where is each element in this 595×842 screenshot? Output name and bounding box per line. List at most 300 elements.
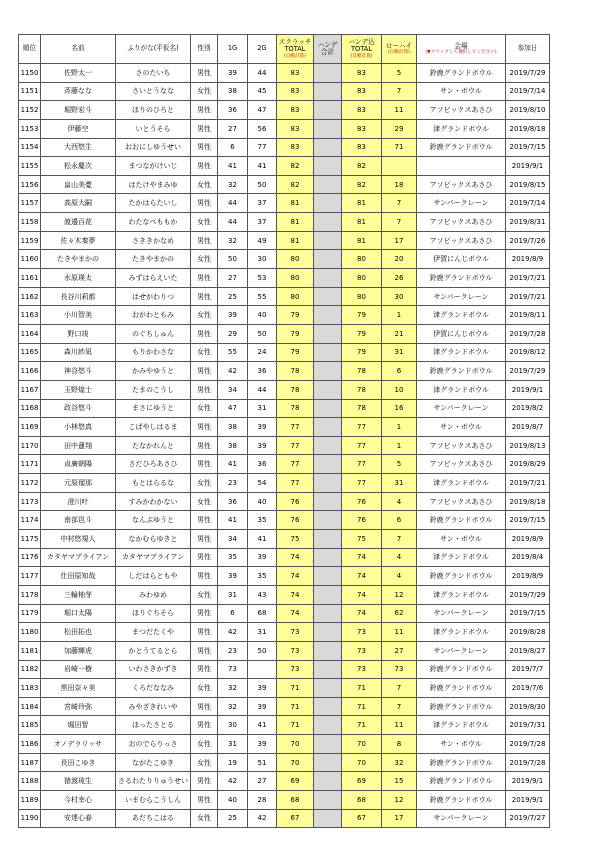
gender-cell[interactable]: 女性: [191, 213, 218, 232]
name-cell[interactable]: 堀口太陽: [41, 604, 116, 623]
handicap-cell[interactable]: [314, 213, 342, 232]
gender-cell[interactable]: 男性: [191, 138, 218, 157]
game1-score-cell[interactable]: 50: [218, 250, 248, 269]
game1-score-cell[interactable]: 6: [218, 138, 248, 157]
gender-cell[interactable]: 男性: [191, 418, 218, 437]
game1-score-cell[interactable]: 38: [218, 418, 248, 437]
gender-cell[interactable]: 男性: [191, 697, 218, 716]
gender-cell[interactable]: 男性: [191, 660, 218, 679]
kana-cell[interactable]: もりかわさな: [116, 343, 191, 362]
game1-score-cell[interactable]: 36: [218, 492, 248, 511]
game2-score-cell[interactable]: 39: [248, 679, 277, 698]
gender-cell[interactable]: 男性: [191, 194, 218, 213]
name-cell[interactable]: 安達心春: [41, 809, 116, 828]
game1-score-cell[interactable]: 34: [218, 530, 248, 549]
handicap-cell[interactable]: [314, 511, 342, 530]
game1-score-cell[interactable]: 40: [218, 790, 248, 809]
date-cell[interactable]: 2019/7/29: [506, 64, 550, 83]
game2-score-cell[interactable]: 56: [248, 119, 277, 138]
venue-select-cell[interactable]: サンパークレーン: [417, 399, 506, 418]
game1-score-cell[interactable]: 34: [218, 380, 248, 399]
handicap-cell[interactable]: [314, 790, 342, 809]
date-cell[interactable]: 2019/7/21: [506, 474, 550, 493]
kana-cell[interactable]: カタヤマブライアン: [116, 548, 191, 567]
kana-cell[interactable]: なんぶゆうと: [116, 511, 191, 530]
kana-cell[interactable]: さだひろあさひ: [116, 455, 191, 474]
date-cell[interactable]: 2019/7/28: [506, 753, 550, 772]
gender-cell[interactable]: 男性: [191, 269, 218, 288]
venue-select-cell[interactable]: サンパークレーン: [417, 809, 506, 828]
handicap-cell[interactable]: [314, 660, 342, 679]
handicap-cell[interactable]: [314, 455, 342, 474]
date-cell[interactable]: 2019/7/29: [506, 362, 550, 381]
date-cell[interactable]: 2019/9/1: [506, 772, 550, 791]
game1-score-cell[interactable]: 27: [218, 269, 248, 288]
game2-score-cell[interactable]: 39: [248, 697, 277, 716]
game1-score-cell[interactable]: 32: [218, 697, 248, 716]
date-cell[interactable]: 2019/8/2: [506, 399, 550, 418]
date-cell[interactable]: 2019/9/1: [506, 380, 550, 399]
game2-score-cell[interactable]: 44: [248, 380, 277, 399]
gender-cell[interactable]: 女性: [191, 735, 218, 754]
date-cell[interactable]: 2019/8/27: [506, 641, 550, 660]
handicap-cell[interactable]: [314, 772, 342, 791]
venue-select-cell[interactable]: 鈴鹿グランドボウル: [417, 64, 506, 83]
date-cell[interactable]: 2019/7/31: [506, 716, 550, 735]
game1-score-cell[interactable]: 41: [218, 455, 248, 474]
game2-score-cell[interactable]: 35: [248, 511, 277, 530]
handicap-cell[interactable]: [314, 753, 342, 772]
name-cell[interactable]: 仕田原知哉: [41, 567, 116, 586]
date-cell[interactable]: 2019/7/15: [506, 511, 550, 530]
handicap-cell[interactable]: [314, 623, 342, 642]
venue-select-cell[interactable]: 鈴鹿グランドボウル: [417, 679, 506, 698]
handicap-cell[interactable]: [314, 101, 342, 120]
game1-score-cell[interactable]: 6: [218, 604, 248, 623]
game1-score-cell[interactable]: 39: [218, 64, 248, 83]
venue-select-cell[interactable]: 津グランドボウル: [417, 716, 506, 735]
game2-score-cell[interactable]: 41: [248, 157, 277, 176]
handicap-cell[interactable]: [314, 362, 342, 381]
gender-cell[interactable]: 女性: [191, 809, 218, 828]
game2-score-cell[interactable]: 45: [248, 82, 277, 101]
handicap-cell[interactable]: [314, 679, 342, 698]
handicap-cell[interactable]: [314, 343, 342, 362]
venue-select-cell[interactable]: 津グランドボウル: [417, 623, 506, 642]
handicap-cell[interactable]: [314, 809, 342, 828]
gender-cell[interactable]: 男性: [191, 567, 218, 586]
game2-score-cell[interactable]: 31: [248, 399, 277, 418]
game1-score-cell[interactable]: 42: [218, 362, 248, 381]
game1-score-cell[interactable]: 31: [218, 735, 248, 754]
game2-score-cell[interactable]: 24: [248, 343, 277, 362]
gender-cell[interactable]: 男性: [191, 101, 218, 120]
game1-score-cell[interactable]: 39: [218, 306, 248, 325]
kana-cell[interactable]: はせがわりつ: [116, 287, 191, 306]
venue-select-cell[interactable]: 津グランドボウル: [417, 343, 506, 362]
handicap-cell[interactable]: [314, 138, 342, 157]
gender-cell[interactable]: 男性: [191, 324, 218, 343]
venue-select-cell[interactable]: サンパークレーン: [417, 287, 506, 306]
name-cell[interactable]: 中村悠規人: [41, 530, 116, 549]
gender-cell[interactable]: 男性: [191, 119, 218, 138]
name-cell[interactable]: 渡邉百花: [41, 213, 116, 232]
kana-cell[interactable]: みやざきれいや: [116, 697, 191, 716]
gender-cell[interactable]: 女性: [191, 585, 218, 604]
venue-select-cell[interactable]: アソビックスあさひ: [417, 455, 506, 474]
name-cell[interactable]: 南部邑斗: [41, 511, 116, 530]
game2-score-cell[interactable]: 36: [248, 455, 277, 474]
game1-score-cell[interactable]: 41: [218, 511, 248, 530]
game1-score-cell[interactable]: 27: [218, 119, 248, 138]
game1-score-cell[interactable]: 73: [218, 660, 248, 679]
venue-select-cell[interactable]: 鈴鹿グランドボウル: [417, 269, 506, 288]
name-cell[interactable]: 松田拓也: [41, 623, 116, 642]
kana-cell[interactable]: わたなべももか: [116, 213, 191, 232]
date-cell[interactable]: 2019/7/26: [506, 231, 550, 250]
handicap-cell[interactable]: [314, 641, 342, 660]
game1-score-cell[interactable]: 35: [218, 548, 248, 567]
venue-select-cell[interactable]: サン・ボウル: [417, 530, 506, 549]
game1-score-cell[interactable]: 19: [218, 753, 248, 772]
game1-score-cell[interactable]: 55: [218, 343, 248, 362]
venue-select-cell[interactable]: アソビックスあさひ: [417, 492, 506, 511]
name-cell[interactable]: 澄川叶: [41, 492, 116, 511]
name-cell[interactable]: 堀野宏斗: [41, 101, 116, 120]
name-cell[interactable]: 野口竣: [41, 324, 116, 343]
kana-cell[interactable]: いとうそら: [116, 119, 191, 138]
date-cell[interactable]: 2019/8/10: [506, 101, 550, 120]
name-cell[interactable]: 高原大嗣: [41, 194, 116, 213]
game2-score-cell[interactable]: 50: [248, 324, 277, 343]
name-cell[interactable]: カタヤマブライアン: [41, 548, 116, 567]
venue-select-cell[interactable]: 鈴鹿グランドボウル: [417, 660, 506, 679]
gender-cell[interactable]: 男性: [191, 287, 218, 306]
kana-cell[interactable]: かとうてるとら: [116, 641, 191, 660]
game1-score-cell[interactable]: 44: [218, 213, 248, 232]
game1-score-cell[interactable]: 41: [218, 157, 248, 176]
kana-cell[interactable]: あだちこはる: [116, 809, 191, 828]
date-cell[interactable]: 2019/8/12: [506, 343, 550, 362]
name-cell[interactable]: 今村幸心: [41, 790, 116, 809]
venue-select-cell[interactable]: 鈴鹿グランドボウル: [417, 567, 506, 586]
game1-score-cell[interactable]: 29: [218, 324, 248, 343]
date-cell[interactable]: 2019/8/9: [506, 567, 550, 586]
kana-cell[interactable]: いまむらこうしん: [116, 790, 191, 809]
handicap-cell[interactable]: [314, 474, 342, 493]
kana-cell[interactable]: たきやまかの: [116, 250, 191, 269]
game2-score-cell[interactable]: 77: [248, 138, 277, 157]
venue-select-cell[interactable]: 鈴鹿グランドボウル: [417, 790, 506, 809]
name-cell[interactable]: 政谷悠斗: [41, 399, 116, 418]
game2-score-cell[interactable]: 42: [248, 809, 277, 828]
game1-score-cell[interactable]: 38: [218, 436, 248, 455]
date-cell[interactable]: 2019/8/31: [506, 213, 550, 232]
kana-cell[interactable]: さのたいち: [116, 64, 191, 83]
gender-cell[interactable]: 男性: [191, 362, 218, 381]
gender-cell[interactable]: 女性: [191, 343, 218, 362]
gender-cell[interactable]: 男性: [191, 231, 218, 250]
kana-cell[interactable]: すみかわかない: [116, 492, 191, 511]
name-cell[interactable]: 貞廣朝陽: [41, 455, 116, 474]
date-cell[interactable]: 2019/8/7: [506, 418, 550, 437]
gender-cell[interactable]: 女性: [191, 492, 218, 511]
gender-cell[interactable]: 女性: [191, 82, 218, 101]
venue-select-cell[interactable]: 鈴鹿グランドボウル: [417, 138, 506, 157]
game1-score-cell[interactable]: 23: [218, 474, 248, 493]
date-cell[interactable]: 2019/9/1: [506, 790, 550, 809]
game2-score-cell[interactable]: 40: [248, 306, 277, 325]
name-cell[interactable]: 田中蓮翔: [41, 436, 116, 455]
kana-cell[interactable]: いわさきかずき: [116, 660, 191, 679]
date-cell[interactable]: 2019/7/27: [506, 809, 550, 828]
date-cell[interactable]: 2019/8/9: [506, 250, 550, 269]
handicap-cell[interactable]: [314, 64, 342, 83]
venue-select-cell[interactable]: [417, 157, 506, 176]
name-cell[interactable]: 加藤輝虎: [41, 641, 116, 660]
date-cell[interactable]: 2019/7/15: [506, 604, 550, 623]
kana-cell[interactable]: たまのこうし: [116, 380, 191, 399]
venue-select-cell[interactable]: 津グランドボウル: [417, 306, 506, 325]
game1-score-cell[interactable]: 44: [218, 194, 248, 213]
game2-score-cell[interactable]: 49: [248, 231, 277, 250]
game2-score-cell[interactable]: 28: [248, 790, 277, 809]
kana-cell[interactable]: はたけやまみゆ: [116, 175, 191, 194]
handicap-cell[interactable]: [314, 324, 342, 343]
game2-score-cell[interactable]: 55: [248, 287, 277, 306]
venue-select-cell[interactable]: アソビックスあさひ: [417, 213, 506, 232]
game2-score-cell[interactable]: 68: [248, 604, 277, 623]
name-cell[interactable]: 宮崎玲弥: [41, 697, 116, 716]
date-cell[interactable]: 2019/7/15: [506, 138, 550, 157]
name-cell[interactable]: 小川智美: [41, 306, 116, 325]
kana-cell[interactable]: くろだななみ: [116, 679, 191, 698]
kana-cell[interactable]: ほったさとる: [116, 716, 191, 735]
handicap-cell[interactable]: [314, 567, 342, 586]
venue-select-cell[interactable]: サンパークレーン: [417, 641, 506, 660]
handicap-cell[interactable]: [314, 287, 342, 306]
kana-cell[interactable]: さいとうなな: [116, 82, 191, 101]
game2-score-cell[interactable]: 35: [248, 567, 277, 586]
handicap-cell[interactable]: [314, 530, 342, 549]
game2-score-cell[interactable]: 47: [248, 101, 277, 120]
game1-score-cell[interactable]: 42: [218, 772, 248, 791]
kana-cell[interactable]: もとはらるな: [116, 474, 191, 493]
date-cell[interactable]: 2019/8/28: [506, 623, 550, 642]
gender-cell[interactable]: 男性: [191, 604, 218, 623]
game2-score-cell[interactable]: 40: [248, 492, 277, 511]
gender-cell[interactable]: 男性: [191, 530, 218, 549]
handicap-cell[interactable]: [314, 250, 342, 269]
date-cell[interactable]: 2019/8/18: [506, 492, 550, 511]
name-cell[interactable]: 黒田奈々美: [41, 679, 116, 698]
name-cell[interactable]: 元原瑠那: [41, 474, 116, 493]
kana-cell[interactable]: おのでらりっさ: [116, 735, 191, 754]
kana-cell[interactable]: こばやしはるま: [116, 418, 191, 437]
date-cell[interactable]: 2019/8/4: [506, 548, 550, 567]
handicap-cell[interactable]: [314, 585, 342, 604]
handicap-cell[interactable]: [314, 735, 342, 754]
game1-score-cell[interactable]: 23: [218, 641, 248, 660]
gender-cell[interactable]: 女性: [191, 753, 218, 772]
venue-select-cell[interactable]: 伊賀にんじボウル: [417, 250, 506, 269]
game1-score-cell[interactable]: 32: [218, 231, 248, 250]
gender-cell[interactable]: 女性: [191, 399, 218, 418]
name-cell[interactable]: 斉藤なな: [41, 82, 116, 101]
handicap-cell[interactable]: [314, 436, 342, 455]
gender-cell[interactable]: 男性: [191, 772, 218, 791]
name-cell[interactable]: 佐々木秦夢: [41, 231, 116, 250]
game2-score-cell[interactable]: 51: [248, 753, 277, 772]
name-cell[interactable]: 三輪柚芽: [41, 585, 116, 604]
gender-cell[interactable]: 男性: [191, 716, 218, 735]
venue-select-cell[interactable]: 津グランドボウル: [417, 380, 506, 399]
kana-cell[interactable]: まつだたくや: [116, 623, 191, 642]
game2-score-cell[interactable]: 37: [248, 213, 277, 232]
name-cell[interactable]: たきやまかの: [41, 250, 116, 269]
venue-select-cell[interactable]: 鈴鹿グランドボウル: [417, 362, 506, 381]
name-cell[interactable]: 水原瑛太: [41, 269, 116, 288]
game1-score-cell[interactable]: 31: [218, 585, 248, 604]
handicap-cell[interactable]: [314, 119, 342, 138]
kana-cell[interactable]: みわゆめ: [116, 585, 191, 604]
handicap-cell[interactable]: [314, 231, 342, 250]
game2-score-cell[interactable]: 30: [248, 250, 277, 269]
date-cell[interactable]: 2019/8/30: [506, 697, 550, 716]
gender-cell[interactable]: 男性: [191, 455, 218, 474]
handicap-cell[interactable]: [314, 306, 342, 325]
game2-score-cell[interactable]: 44: [248, 64, 277, 83]
gender-cell[interactable]: 男性: [191, 380, 218, 399]
handicap-cell[interactable]: [314, 380, 342, 399]
venue-select-cell[interactable]: 津グランドボウル: [417, 585, 506, 604]
kana-cell[interactable]: おがわともみ: [116, 306, 191, 325]
venue-select-cell[interactable]: アソビックスあさひ: [417, 175, 506, 194]
date-cell[interactable]: 2019/7/29: [506, 585, 550, 604]
venue-select-cell[interactable]: アソビックスあさひ: [417, 231, 506, 250]
venue-select-cell[interactable]: アソビックスあさひ: [417, 101, 506, 120]
game2-score-cell[interactable]: 41: [248, 530, 277, 549]
name-cell[interactable]: 大西悠生: [41, 138, 116, 157]
game2-score-cell[interactable]: 39: [248, 735, 277, 754]
gender-cell[interactable]: 男性: [191, 64, 218, 83]
kana-cell[interactable]: みずはらえいた: [116, 269, 191, 288]
kana-cell[interactable]: ほりのひろと: [116, 101, 191, 120]
gender-cell[interactable]: 男性: [191, 548, 218, 567]
handicap-cell[interactable]: [314, 548, 342, 567]
kana-cell[interactable]: かみやゆうと: [116, 362, 191, 381]
date-cell[interactable]: 2019/7/21: [506, 287, 550, 306]
game2-score-cell[interactable]: 50: [248, 641, 277, 660]
kana-cell[interactable]: たかはらたいし: [116, 194, 191, 213]
game2-score-cell[interactable]: 39: [248, 418, 277, 437]
name-cell[interactable]: オノデラリッサ: [41, 735, 116, 754]
gender-cell[interactable]: 男性: [191, 511, 218, 530]
game2-score-cell[interactable]: 41: [248, 716, 277, 735]
handicap-cell[interactable]: [314, 604, 342, 623]
kana-cell[interactable]: まさにゆうと: [116, 399, 191, 418]
venue-select-cell[interactable]: 伊賀にんじボウル: [417, 324, 506, 343]
gender-cell[interactable]: 女性: [191, 474, 218, 493]
name-cell[interactable]: 神谷悠斗: [41, 362, 116, 381]
date-cell[interactable]: 2019/7/21: [506, 269, 550, 288]
name-cell[interactable]: 岩崎一樹: [41, 660, 116, 679]
game1-score-cell[interactable]: 25: [218, 809, 248, 828]
date-cell[interactable]: 2019/8/13: [506, 436, 550, 455]
handicap-cell[interactable]: [314, 716, 342, 735]
name-cell[interactable]: 伊藤空: [41, 119, 116, 138]
venue-select-cell[interactable]: 津グランドボウル: [417, 474, 506, 493]
kana-cell[interactable]: ながたこゆき: [116, 753, 191, 772]
name-cell[interactable]: 松永慶次: [41, 157, 116, 176]
game1-score-cell[interactable]: 47: [218, 399, 248, 418]
kana-cell[interactable]: おおにしゆうせい: [116, 138, 191, 157]
date-cell[interactable]: 2019/7/14: [506, 194, 550, 213]
date-cell[interactable]: 2019/7/14: [506, 82, 550, 101]
game2-score-cell[interactable]: 27: [248, 772, 277, 791]
game1-score-cell[interactable]: 32: [218, 679, 248, 698]
kana-cell[interactable]: のぐちしゅん: [116, 324, 191, 343]
game1-score-cell[interactable]: 36: [218, 101, 248, 120]
kana-cell[interactable]: さるわたりりゅうせい: [116, 772, 191, 791]
date-cell[interactable]: 2019/9/1: [506, 157, 550, 176]
name-cell[interactable]: 長田こゆき: [41, 753, 116, 772]
date-cell[interactable]: 2019/8/18: [506, 119, 550, 138]
handicap-cell[interactable]: [314, 399, 342, 418]
game2-score-cell[interactable]: 39: [248, 436, 277, 455]
game2-score-cell[interactable]: 36: [248, 362, 277, 381]
gender-cell[interactable]: 男性: [191, 436, 218, 455]
name-cell[interactable]: 畠山美憂: [41, 175, 116, 194]
game2-score-cell[interactable]: 39: [248, 548, 277, 567]
handicap-cell[interactable]: [314, 418, 342, 437]
gender-cell[interactable]: 女性: [191, 679, 218, 698]
name-cell[interactable]: 玉野煌士: [41, 380, 116, 399]
game1-score-cell[interactable]: 30: [218, 716, 248, 735]
gender-cell[interactable]: 女性: [191, 306, 218, 325]
gender-cell[interactable]: 女性: [191, 175, 218, 194]
game1-score-cell[interactable]: 25: [218, 287, 248, 306]
name-cell[interactable]: 長谷川莉都: [41, 287, 116, 306]
date-cell[interactable]: 2019/8/9: [506, 530, 550, 549]
venue-select-cell[interactable]: 鈴鹿グランドボウル: [417, 772, 506, 791]
game2-score-cell[interactable]: 54: [248, 474, 277, 493]
date-cell[interactable]: 2019/7/7: [506, 660, 550, 679]
venue-select-cell[interactable]: サン・ボウル: [417, 418, 506, 437]
date-cell[interactable]: 2019/8/15: [506, 175, 550, 194]
handicap-cell[interactable]: [314, 269, 342, 288]
kana-cell[interactable]: しだはらともや: [116, 567, 191, 586]
handicap-cell[interactable]: [314, 82, 342, 101]
venue-select-cell[interactable]: サン・ボウル: [417, 735, 506, 754]
venue-select-cell[interactable]: 鈴鹿グランドボウル: [417, 753, 506, 772]
date-cell[interactable]: 2019/7/6: [506, 679, 550, 698]
name-cell[interactable]: 猿渡琉生: [41, 772, 116, 791]
kana-cell[interactable]: まつながけいじ: [116, 157, 191, 176]
name-cell[interactable]: 堀田智: [41, 716, 116, 735]
venue-select-cell[interactable]: 鈴鹿グランドボウル: [417, 511, 506, 530]
gender-cell[interactable]: 男性: [191, 790, 218, 809]
game1-score-cell[interactable]: 32: [218, 175, 248, 194]
game2-score-cell[interactable]: [248, 660, 277, 679]
date-cell[interactable]: 2019/8/11: [506, 306, 550, 325]
handicap-cell[interactable]: [314, 697, 342, 716]
venue-select-cell[interactable]: サン・ボウル: [417, 82, 506, 101]
venue-select-cell[interactable]: 津グランドボウル: [417, 119, 506, 138]
venue-select-cell[interactable]: アソビックスあさひ: [417, 436, 506, 455]
venue-select-cell[interactable]: サンパークレーン: [417, 604, 506, 623]
name-cell[interactable]: 小林悠真: [41, 418, 116, 437]
